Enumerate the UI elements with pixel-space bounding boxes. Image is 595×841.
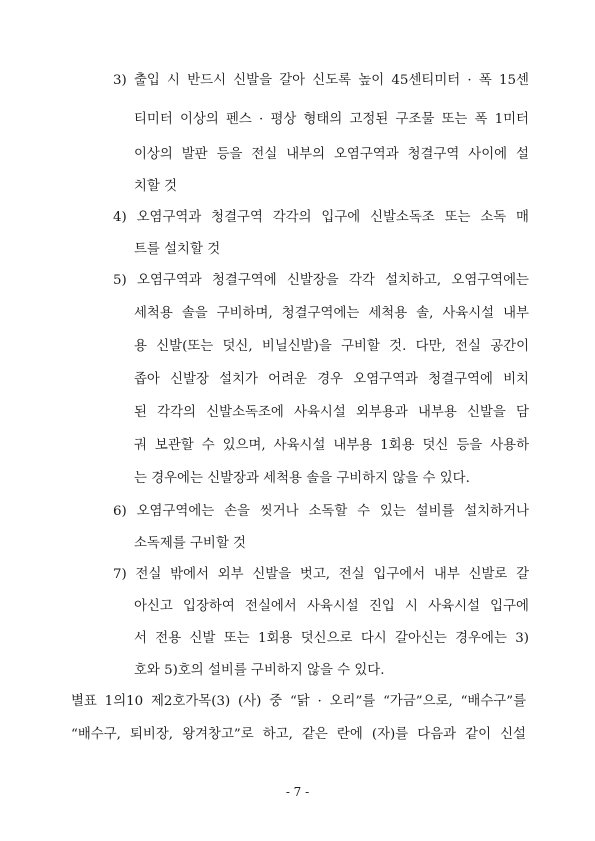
item-3-line-2: 티미터 이상의 펜스 · 평상 형태의 고정된 구조물 또는 폭 1미터 (134, 112, 529, 127)
item-7-line-1: 7) 전실 밖에서 외부 신발을 벗고, 전실 입구에서 내부 신발로 갈 (113, 567, 529, 582)
item-7-line-4: 호와 5)호의 설비를 구비하지 않을 수 있다. (134, 663, 385, 678)
item-4-line-1: 4) 오염구역과 청결구역 각각의 입구에 신발소독조 또는 소독 매 (113, 210, 529, 225)
item-5-line-1: 5) 오염구역과 청결구역에 신발장을 각각 설치하고, 오염구역에는 (113, 273, 529, 288)
item-5-line-5: 된 각각의 신발소독조에 사육시설 외부용과 내부용 신발을 담 (134, 405, 529, 420)
item-5-line-3: 용 신발(또는 덧신, 비닐신발)을 구비할 것. 다만, 전실 공간이 (134, 339, 529, 354)
page-number: - 7 - (285, 785, 310, 799)
item-6-line-1: 6) 오염구역에는 손을 씻거나 소독할 수 있는 설비를 설치하거나 (113, 504, 529, 519)
item-5-line-6: 궈 보관할 수 있으며, 사육시설 내부용 1회용 덧신 등을 사용하 (134, 438, 529, 453)
item-5-line-2: 세척용 솔을 구비하며, 청결구역에는 세척용 솔, 사육시설 내부 (134, 306, 529, 321)
annex-line-1: 별표 1의10 제2호가목(3) (사) 중 “닭 · 오리”를 “가금”으로, “배수구”를 (71, 694, 526, 709)
annex-line-2: “배수구, 퇴비장, 왕겨창고”로 하고, 같은 란에 (자)를 다음과 같이 신설 (71, 727, 526, 742)
item-5-line-4: 좁아 신발장 설치가 어려운 경우 오염구역과 청결구역에 비치 (134, 372, 529, 387)
item-7-line-2: 아신고 입장하여 전실에서 사육시설 진입 시 사육시설 입구에 (134, 599, 529, 614)
item-5-line-7: 는 경우에는 신발장과 세척용 솔을 구비하지 않을 수 있다. (134, 471, 470, 486)
item-7-line-3: 서 전용 신발 또는 1회용 덧신으로 다시 갈아신는 경우에는 3) (134, 631, 529, 646)
item-4-line-2: 트를 설치할 것 (134, 242, 221, 257)
item-3-line-4: 치할 것 (134, 179, 178, 194)
item-3-line-3: 이상의 발판 등을 전실 내부의 오염구역과 청결구역 사이에 설 (134, 147, 529, 162)
item-6-line-2: 소독제를 구비할 것 (134, 536, 246, 551)
item-3-line-1: 3) 출입 시 반드시 신발을 갈아 신도록 높이 45센티미터 · 폭 15센 (113, 73, 529, 88)
